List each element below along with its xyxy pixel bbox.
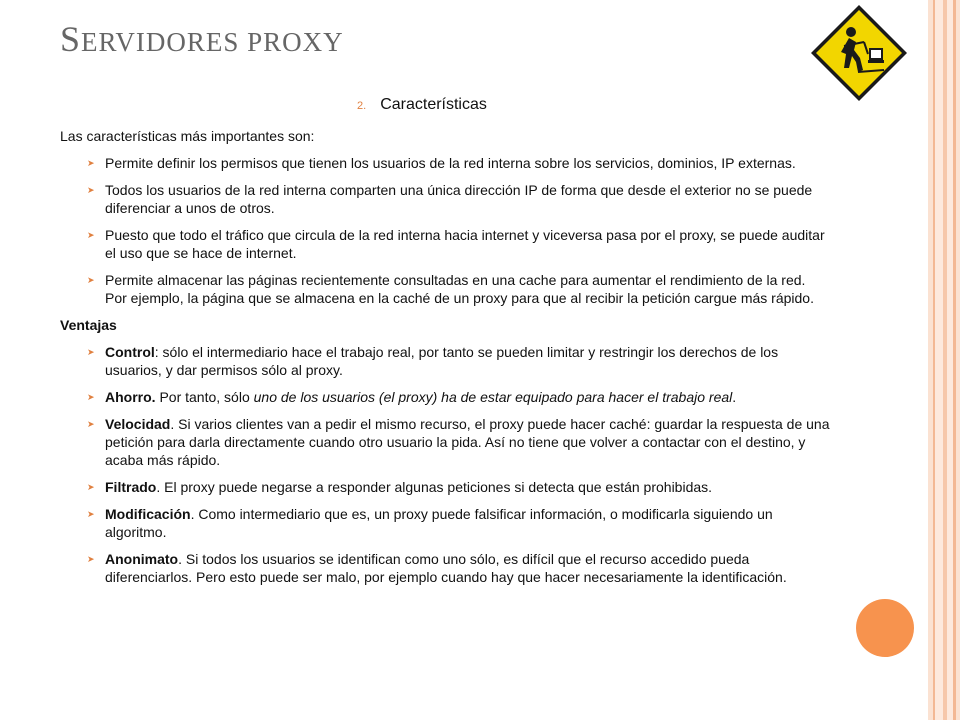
decorative-stripes — [928, 0, 960, 720]
features-list — [60, 154, 830, 307]
list-item: ➤ Filtrado. El proxy puede negarse a responder algunas peticiones si detecta que están prohibidas. — [87, 479, 713, 495]
arrow-bullet-icon: ➤ — [87, 509, 95, 519]
arrow-bullet-icon: ➤ — [87, 392, 95, 402]
slide-body — [60, 127, 830, 595]
list-item: ➤ Modificación. Como intermediario que es, un proxy puede falsificar información, o modificarla siguiendo un algoritmo. — [87, 506, 773, 540]
ventajas-heading: Ventajas — [60, 317, 117, 333]
arrow-bullet-icon: ➤ — [87, 275, 95, 285]
section-number: 2. — [357, 100, 367, 112]
list-item: ➤ Anonimato. Si todos los usuarios se identifican como uno sólo, es difícil que el recurso accedido pueda diferenciarlos. Pero esto puede ser malo, por ejemplo cuando hay que hacer necesariamente la identificación. — [87, 551, 787, 585]
arrow-bullet-icon: ➤ — [87, 482, 95, 492]
list-item: ➤ Permite definir los permisos que tienen los usuarios de la red interna sobre los servicios, dominios, IP externas. — [87, 155, 796, 171]
section-title: Características — [380, 96, 487, 113]
ventajas-list — [60, 343, 830, 586]
intro-text: Las características más importantes son: — [60, 128, 315, 144]
title-initial: S — [60, 19, 82, 59]
arrow-bullet-icon: ➤ — [87, 554, 95, 564]
arrow-bullet-icon: ➤ — [87, 230, 95, 240]
list-item: ➤ Permite almacenar las páginas recientemente consultadas en una cache para aumentar el rendimiento de la red. Por ejemplo, la página que se almacena en la caché de un proxy para que al recibir la petición cargue más rápido. — [87, 272, 814, 306]
page-title — [60, 18, 344, 60]
decorative-circle — [856, 599, 914, 657]
list-item: ➤ Todos los usuarios de la red interna comparten una única dirección IP de forma que desde el exterior no se puede diferenciar a unos de otros. — [87, 182, 813, 216]
arrow-bullet-icon: ➤ — [87, 419, 95, 429]
list-item: ➤ Control: sólo el intermediario hace el trabajo real, por tanto se pueden limitar y restringir los derechos de los usuarios, y dar permisos sólo al proxy. — [87, 344, 779, 378]
section-heading — [357, 96, 487, 114]
arrow-bullet-icon: ➤ — [87, 347, 95, 357]
list-item: ➤ Puesto que todo el tráfico que circula de la red interna hacia internet y viceversa pasa por el proxy, se puede auditar el uso que se hace de internet. — [87, 227, 825, 261]
construction-worker-sign-icon — [808, 2, 910, 104]
list-item: ➤ Ahorro. Por tanto, sólo uno de los usuarios (el proxy) ha de estar equipado para hacer el trabajo real. — [87, 389, 737, 405]
list-item: ➤ Velocidad. Si varios clientes van a pedir el mismo recurso, el proxy puede hacer caché: guardar la respuesta de una petición para darla directamente cuando otro usuario la pida. Así no tiene que volver a contactar con el destino, y acaba más rápido. — [87, 416, 830, 468]
arrow-bullet-icon: ➤ — [87, 158, 95, 168]
title-rest: ERVIDORES PROXY — [81, 27, 344, 57]
arrow-bullet-icon: ➤ — [87, 185, 95, 195]
